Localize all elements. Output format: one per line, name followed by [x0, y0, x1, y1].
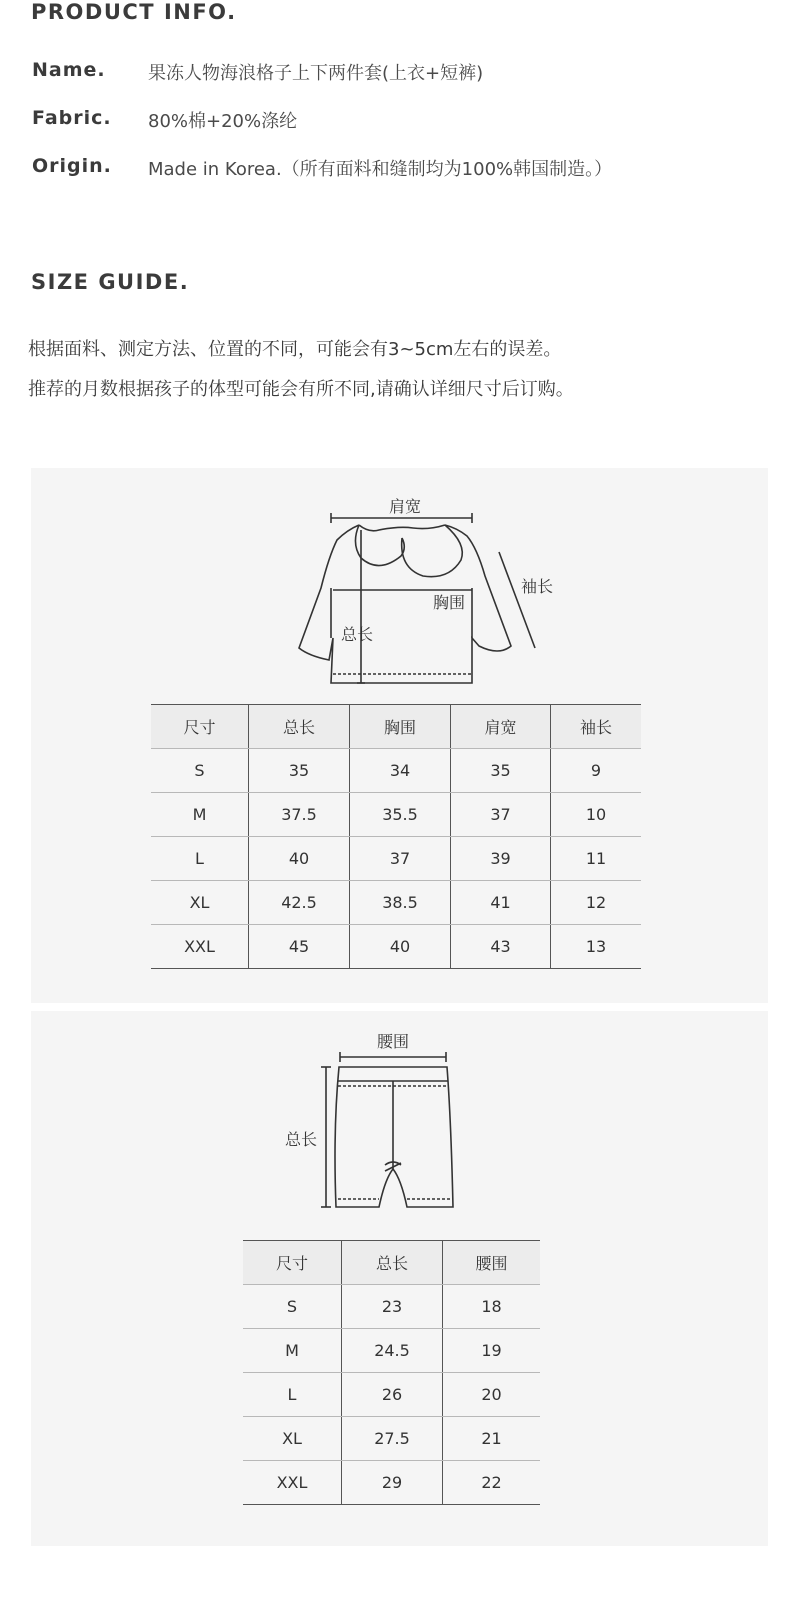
cell-shoulder: 41: [451, 881, 551, 925]
top-size-table: [151, 704, 641, 969]
cell-waist: 22: [443, 1461, 541, 1505]
cell-chest: 34: [350, 749, 451, 793]
table-row: [151, 837, 641, 881]
cell-size: S: [243, 1285, 342, 1329]
cell-waist: 21: [443, 1417, 541, 1461]
origin-label: Origin.: [32, 155, 112, 177]
cell-shoulder: 39: [451, 837, 551, 881]
cell-shoulder: 37: [451, 793, 551, 837]
cell-length: 42.5: [249, 881, 350, 925]
cell-chest: 35.5: [350, 793, 451, 837]
cell-size: XXL: [243, 1461, 342, 1505]
cell-length: 27.5: [342, 1417, 443, 1461]
fabric-label: Fabric.: [32, 107, 112, 129]
waist-label: 腰围: [376, 1032, 410, 1051]
cell-size: XL: [243, 1417, 342, 1461]
shorts-size-table: [243, 1240, 540, 1505]
cell-sleeve: 10: [551, 793, 642, 837]
size-note-2: 推荐的月数根据孩子的体型可能会有所不同,请确认详细尺寸后订购。: [28, 379, 574, 400]
shorts-size-panel: [31, 1011, 768, 1546]
cell-shoulder: 43: [451, 925, 551, 969]
cell-size: XL: [151, 881, 249, 925]
table-row: [243, 1461, 540, 1505]
shorts-length-label: 总长: [285, 1130, 318, 1149]
origin-value: Made in Korea.（所有面料和缝制均为100%韩国制造。）: [148, 159, 613, 180]
name-value: 果冻人物海浪格子上下两件套(上衣+短裤): [148, 63, 484, 84]
cell-shoulder: 35: [451, 749, 551, 793]
cell-size: M: [151, 793, 249, 837]
cell-length: 37.5: [249, 793, 350, 837]
header-shoulder: 肩宽: [451, 705, 551, 749]
header-sleeve: 袖长: [551, 705, 642, 749]
header-length: 总长: [249, 705, 350, 749]
top-diagram: [289, 478, 554, 688]
table-row: [151, 925, 641, 969]
cell-sleeve: 11: [551, 837, 642, 881]
fabric-value: 80%棉+20%涤纶: [148, 111, 298, 132]
cell-size: S: [151, 749, 249, 793]
cell-chest: 38.5: [350, 881, 451, 925]
length-label: 总长: [341, 625, 374, 644]
shoulder-label: 肩宽: [388, 497, 422, 516]
table-header-row: [151, 705, 641, 749]
cell-length: 26: [342, 1373, 443, 1417]
header-waist: 腰围: [443, 1241, 541, 1285]
cell-size: L: [151, 837, 249, 881]
cell-waist: 20: [443, 1373, 541, 1417]
cell-length: 40: [249, 837, 350, 881]
top-size-panel: [31, 468, 768, 1003]
header-length: 总长: [342, 1241, 443, 1285]
chest-label: 胸围: [432, 593, 466, 612]
size-note-1: 根据面料、测定方法、位置的不同，可能会有3~5cm左右的误差。: [28, 339, 562, 360]
table-row: [151, 793, 641, 837]
cell-size: L: [243, 1373, 342, 1417]
cell-waist: 18: [443, 1285, 541, 1329]
size-guide-title: SIZE GUIDE.: [31, 270, 190, 294]
cell-length: 35: [249, 749, 350, 793]
cell-waist: 19: [443, 1329, 541, 1373]
cell-length: 24.5: [342, 1329, 443, 1373]
cell-size: XXL: [151, 925, 249, 969]
cell-length: 23: [342, 1285, 443, 1329]
table-row: [243, 1417, 540, 1461]
cell-chest: 37: [350, 837, 451, 881]
cell-chest: 40: [350, 925, 451, 969]
cell-length: 45: [249, 925, 350, 969]
table-row: [243, 1329, 540, 1373]
header-size: 尺寸: [243, 1241, 342, 1285]
table-header-row: [243, 1241, 540, 1285]
shorts-diagram: [281, 1019, 511, 1219]
cell-length: 29: [342, 1461, 443, 1505]
table-row: [151, 749, 641, 793]
header-size: 尺寸: [151, 705, 249, 749]
product-info-title: PRODUCT INFO.: [31, 0, 237, 24]
cell-sleeve: 12: [551, 881, 642, 925]
cell-sleeve: 9: [551, 749, 642, 793]
name-label: Name.: [32, 59, 106, 81]
table-row: [243, 1285, 540, 1329]
cell-size: M: [243, 1329, 342, 1373]
header-chest: 胸围: [350, 705, 451, 749]
table-row: [243, 1373, 540, 1417]
sleeve-label: 袖长: [521, 577, 554, 596]
table-row: [151, 881, 641, 925]
cell-sleeve: 13: [551, 925, 642, 969]
